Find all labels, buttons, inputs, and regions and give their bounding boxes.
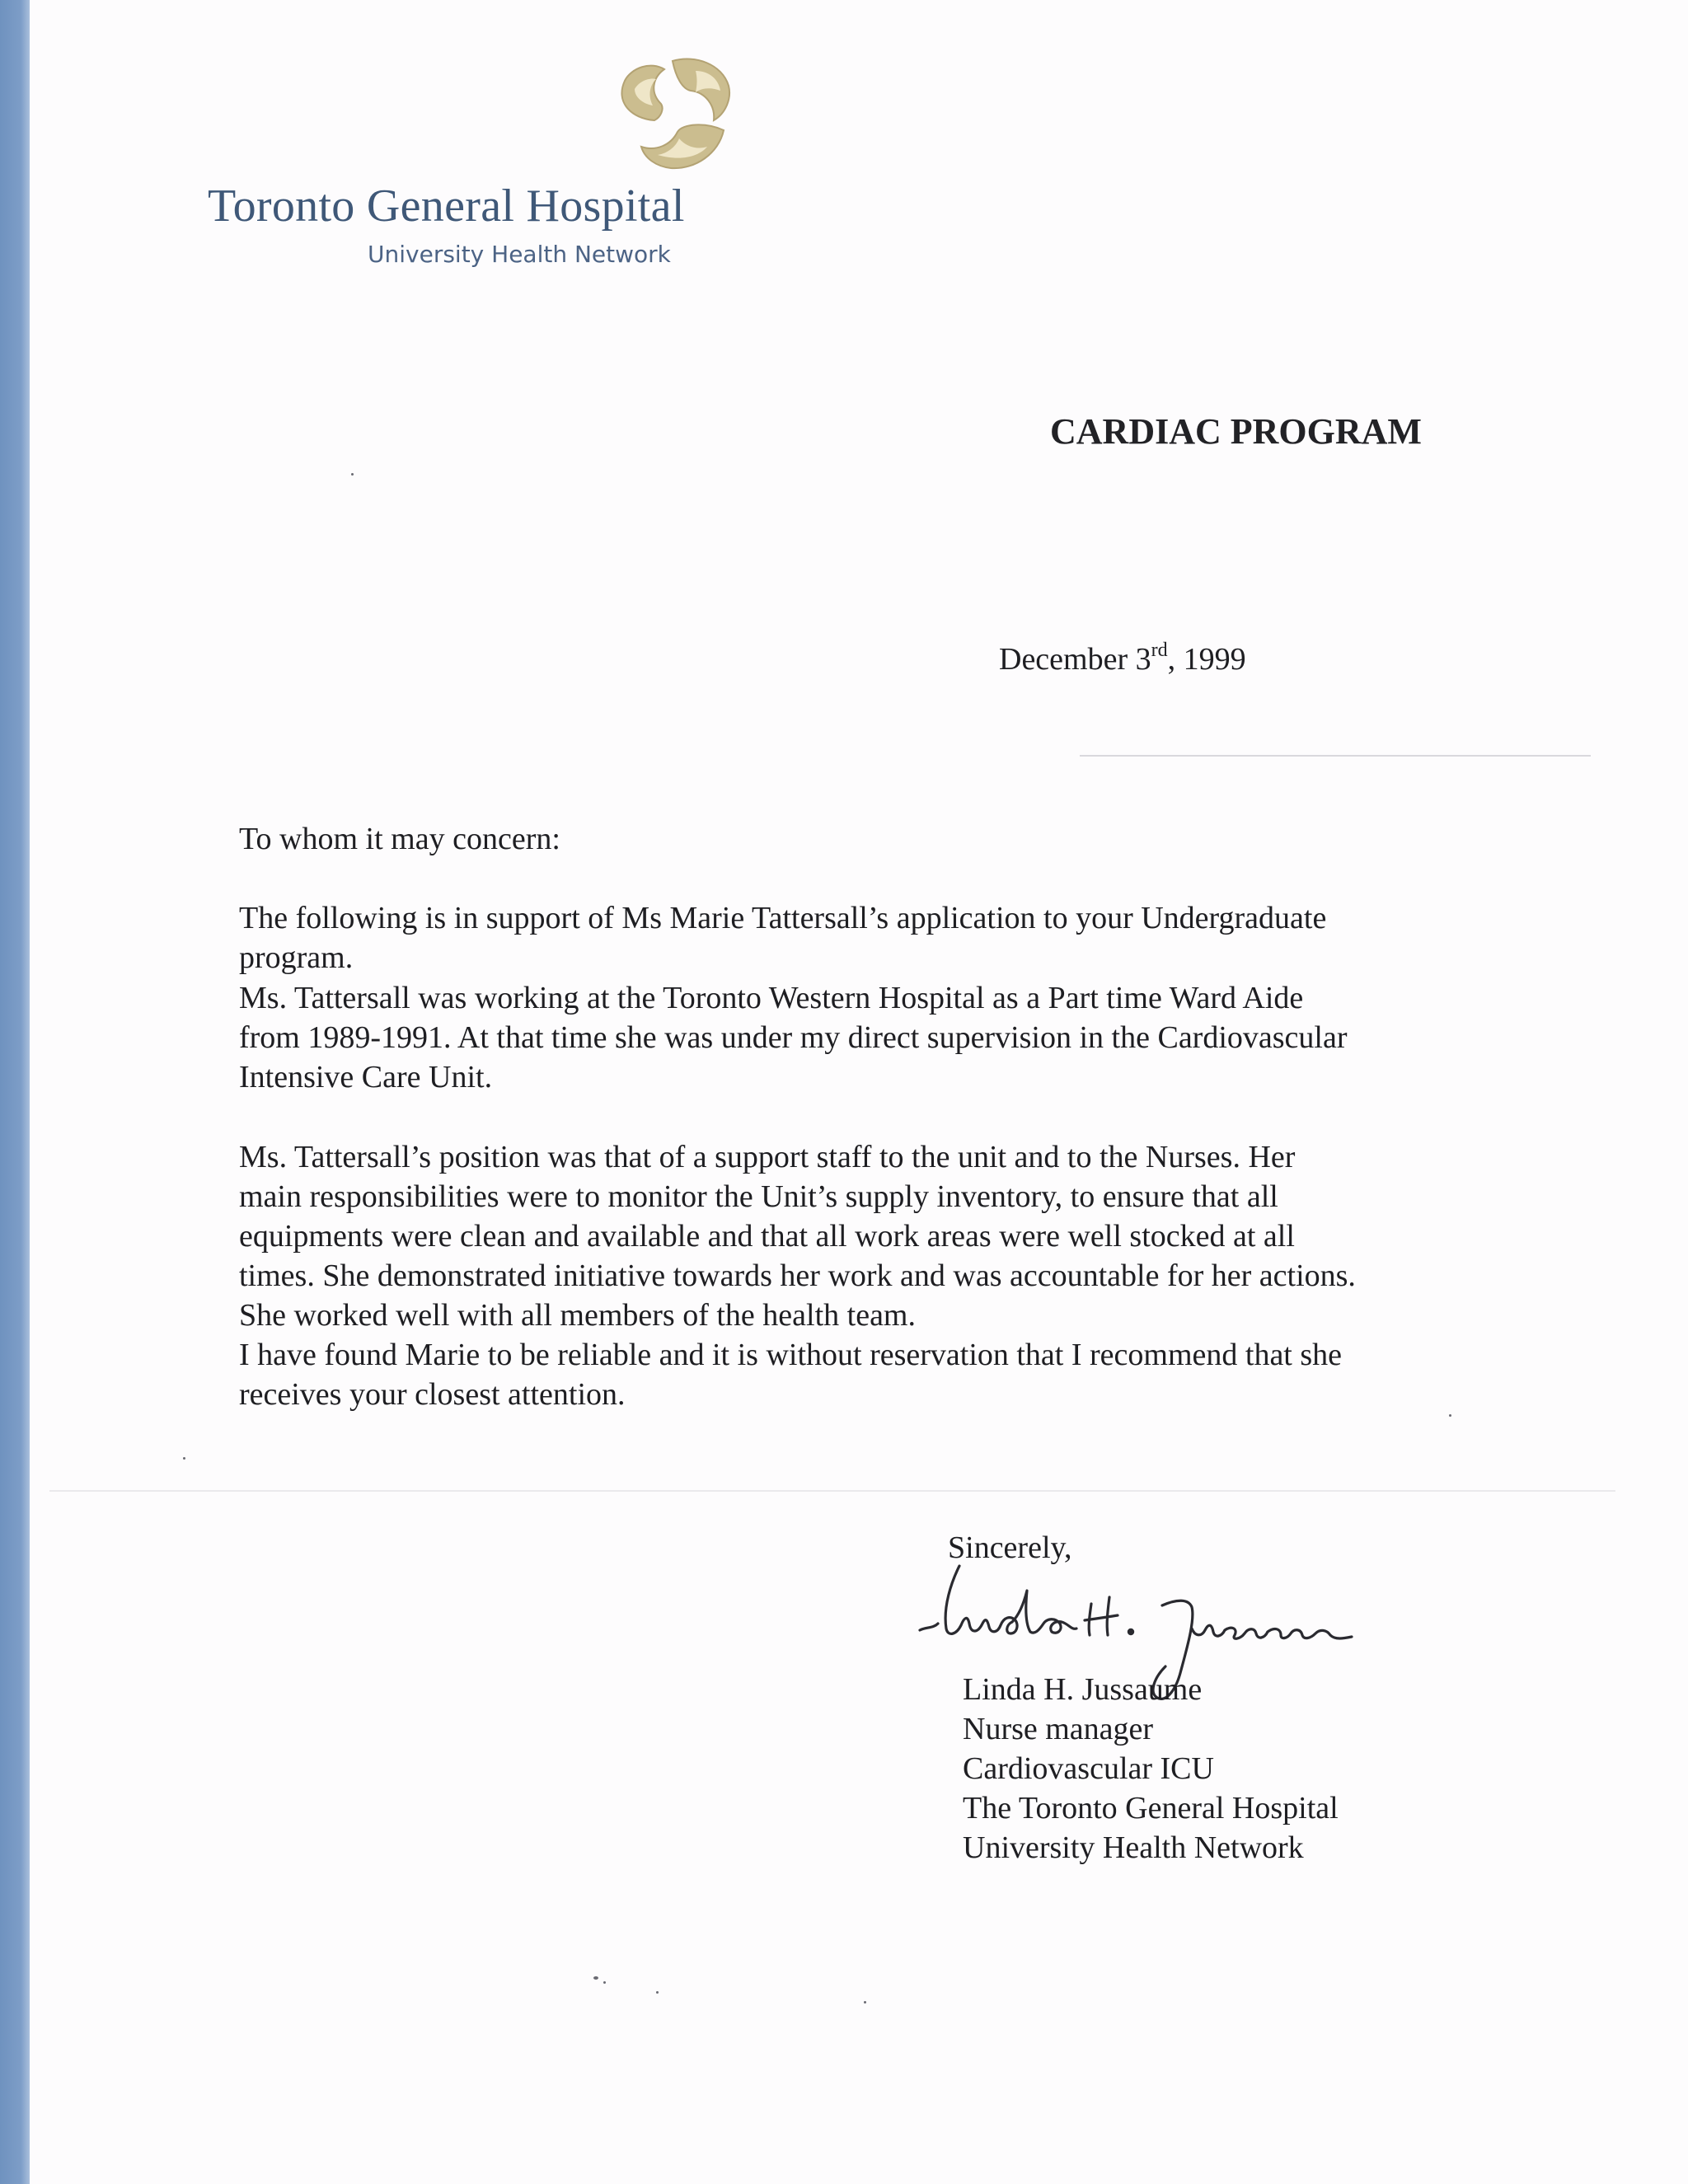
body-line: program. <box>239 940 354 975</box>
signatory-unit: Cardiovascular ICU <box>963 1751 1214 1786</box>
body-line: She worked well with all members of the health team. <box>239 1298 916 1333</box>
signatory-name: Linda H. Jussaume <box>963 1672 1203 1707</box>
fold-mark <box>1080 755 1591 757</box>
date-ordinal: rd <box>1151 640 1168 661</box>
letter-date <box>999 641 1246 677</box>
body-line: receives your closest attention. <box>239 1377 626 1412</box>
body-line: Ms. Tattersall’s position was that of a support staff to the unit and to the Nurses. Her <box>239 1140 1296 1174</box>
body-line: I have found Marie to be reliable and it is without reservation that I recommend that she <box>239 1338 1343 1372</box>
signatory-network: University Health Network <box>963 1830 1304 1865</box>
fold-mark <box>49 1490 1615 1492</box>
program-title: CARDIAC PROGRAM <box>1050 411 1422 452</box>
date-month-day: December 3 <box>999 642 1151 677</box>
body-line: The following is in support of Ms Marie Tattersall’s application to your Undergraduate <box>239 901 1327 935</box>
body-line: main responsibilities were to monitor the Unit’s supply inventory, to ensure that all <box>239 1179 1278 1214</box>
body-line: Intensive Care Unit. <box>239 1060 493 1094</box>
signatory-hospital: The Toronto General Hospital <box>963 1791 1339 1825</box>
organization-name: Toronto General Hospital <box>208 180 685 232</box>
network-name: University Health Network <box>368 241 671 268</box>
body-line: equipments were clean and available and that all work areas were well stocked at all <box>239 1219 1295 1254</box>
hospital-logo-icon <box>607 53 747 176</box>
scan-left-edge <box>0 0 30 2184</box>
signatory-title: Nurse manager <box>963 1712 1154 1746</box>
closing: Sincerely, <box>948 1530 1072 1565</box>
salutation: To whom it may concern: <box>239 822 560 856</box>
body-line: from 1989-1991. At that time she was under my direct supervision in the Cardiovascular <box>239 1020 1348 1055</box>
date-year: , 1999 <box>1167 642 1246 677</box>
body-line: Ms. Tattersall was working at the Toronto Western Hospital as a Part time Ward Aide <box>239 981 1304 1015</box>
body-line: times. She demonstrated initiative towards her work and was accountable for her actions. <box>239 1258 1356 1293</box>
